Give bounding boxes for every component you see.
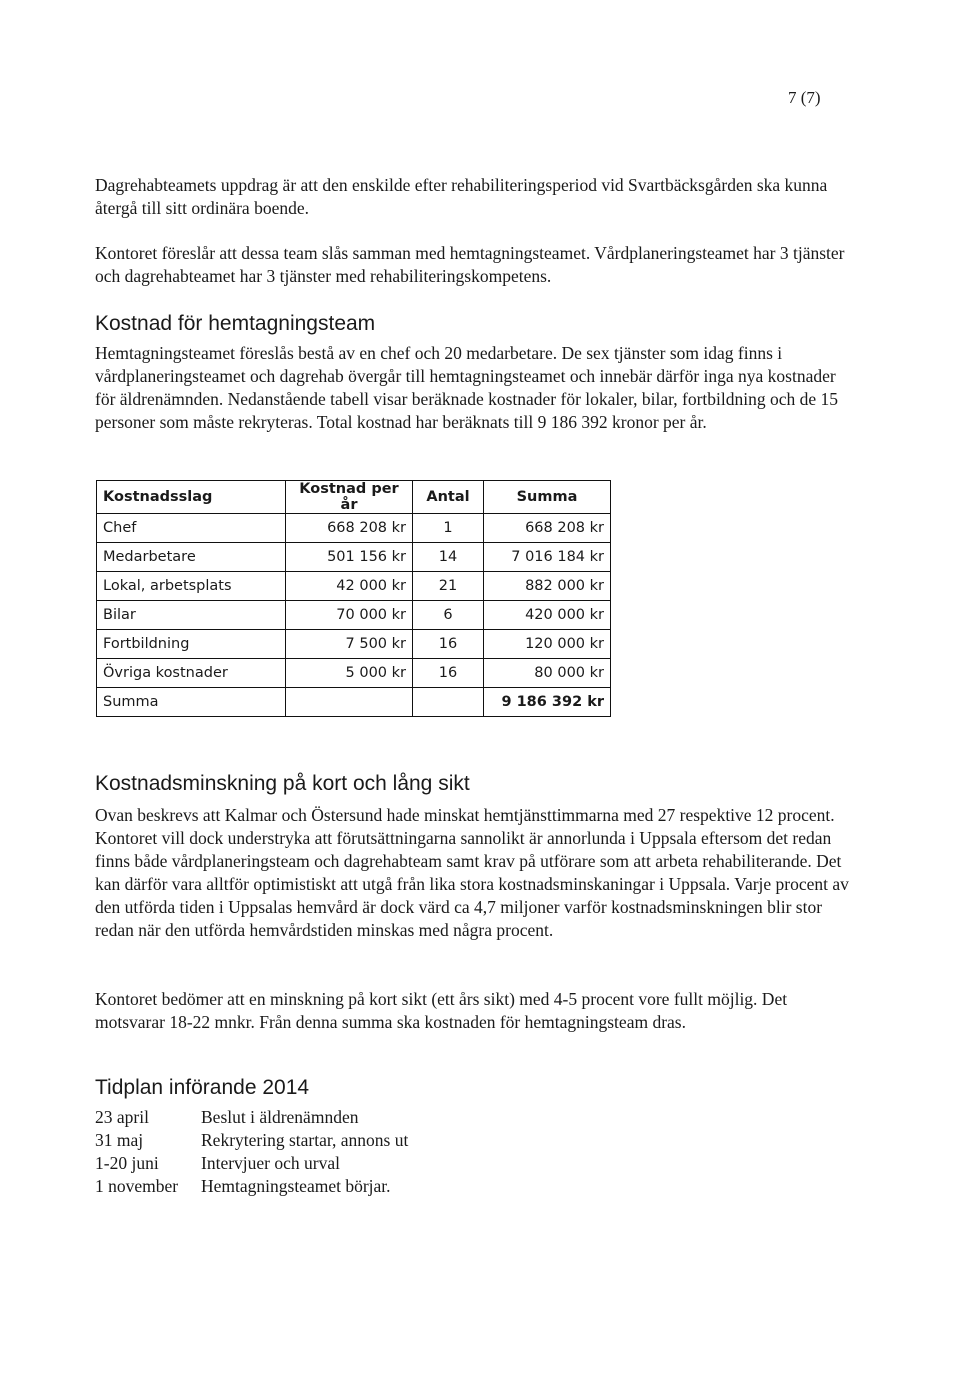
list-item bbox=[95, 1129, 408, 1152]
paragraph-assessment: Kontoret bedömer att en minskning på kort sikt (ett års sikt) med 4-5 procent vore fullt möjlig. Det motsvarar 18-22 mnkr. Från denna summa ska kostnaden för hemtagningsteam dras. bbox=[95, 989, 788, 1032]
table-header-cell: Kostnad per år bbox=[286, 481, 413, 514]
table-cell: 501 156 kr bbox=[286, 543, 413, 572]
table-cell: 420 000 kr bbox=[484, 601, 611, 630]
table-cell: Fortbildning bbox=[97, 630, 286, 659]
timeline-event: Intervjuer och urval bbox=[201, 1153, 340, 1173]
table-row-total bbox=[97, 688, 611, 717]
heading-cost-team: Kostnad för hemtagningsteam bbox=[95, 312, 376, 335]
timeline-event: Beslut i äldrenämnden bbox=[201, 1107, 359, 1127]
table-row bbox=[97, 514, 611, 543]
table-cell: Summa bbox=[97, 688, 286, 717]
table-cell: 7 500 kr bbox=[286, 630, 413, 659]
table-header-cell: Kostnadsslag bbox=[97, 481, 286, 514]
timeline-event: Rekrytering startar, annons ut bbox=[201, 1130, 409, 1150]
cost-table bbox=[96, 480, 611, 717]
table-header-cell: Summa bbox=[484, 481, 611, 514]
table-cell: Medarbetare bbox=[97, 543, 286, 572]
timeline-date: 1 november bbox=[95, 1176, 179, 1196]
table-row bbox=[97, 543, 611, 572]
heading-timeline: Tidplan införande 2014 bbox=[95, 1076, 310, 1099]
table-row bbox=[97, 659, 611, 688]
paragraph-merge-proposal: Kontoret föreslår att dessa team slås samman med hemtagningsteamet. Vårdplaneringsteamet har 3 tjänster och dagrehabteamet har 3 tjänster med rehabiliteringskompetens. bbox=[95, 243, 845, 286]
table-cell: Övriga kostnader bbox=[97, 659, 286, 688]
heading-cost-reduction: Kostnadsminskning på kort och lång sikt bbox=[95, 772, 470, 795]
table-header-cell: Antal bbox=[413, 481, 484, 514]
table-header-row bbox=[97, 481, 611, 514]
table-cell: 882 000 kr bbox=[484, 572, 611, 601]
timeline-event: Hemtagningsteamet börjar. bbox=[201, 1176, 391, 1196]
table-cell: Lokal, arbetsplats bbox=[97, 572, 286, 601]
table-cell: 21 bbox=[413, 572, 484, 601]
table-cell: 6 bbox=[413, 601, 484, 630]
table-cell: 7 016 184 kr bbox=[484, 543, 611, 572]
table-cell: 668 208 kr bbox=[286, 514, 413, 543]
table-cell-total: 9 186 392 kr bbox=[484, 688, 611, 717]
paragraph-cost-reduction: Ovan beskrevs att Kalmar och Östersund hade minskat hemtjänsttimmarna med 27 respektive 12 procent. Kontoret vill dock understryka att förutsättningarna sannolikt är annorlunda i Uppsala eftersom det redan finns både vårdplaneringsteam och dagrehabteam samt krav på utförare som att arbeta rehabiliterande. Det kan därför vara alltför optimistiskt att utgå från lika stora kostnadsminskaningar i Uppsala. Varje procent av den utförda tiden i Uppsalas hemvård är dock värd ca 4,7 miljoner varför kostnadsminskningen blir stor redan när den utförda hemvårdstiden minskas med några procent. bbox=[95, 805, 849, 940]
table-cell: Chef bbox=[97, 514, 286, 543]
table-cell: 668 208 kr bbox=[484, 514, 611, 543]
table-cell: 16 bbox=[413, 630, 484, 659]
table-row bbox=[97, 572, 611, 601]
page-number: 7 (7) bbox=[788, 88, 821, 107]
table-cell: 14 bbox=[413, 543, 484, 572]
paragraph-cost-description: Hemtagningsteamet föreslås bestå av en chef och 20 medarbetare. De sex tjänster som idag finns i vårdplaneringsteamet och dagrehab övergår till hemtagningsteamet och innebär därför inga nya kostnader för äldrenämnden. Nedanstående tabell visar beräknade kostnader för lokaler, bilar, fortbildning och de 15 personer som måste rekryteras. Total kostnad har beräknats till 9 186 392 kronor per år. bbox=[95, 343, 839, 432]
table-cell: 16 bbox=[413, 659, 484, 688]
table-cell bbox=[286, 688, 413, 717]
timeline-date: 31 maj bbox=[95, 1130, 144, 1150]
table-row bbox=[97, 601, 611, 630]
timeline-date: 23 april bbox=[95, 1107, 149, 1127]
table-cell: 80 000 kr bbox=[484, 659, 611, 688]
table-cell: 42 000 kr bbox=[286, 572, 413, 601]
table-cell: 5 000 kr bbox=[286, 659, 413, 688]
list-item bbox=[95, 1175, 408, 1198]
paragraph-dagrehab: Dagrehabteamets uppdrag är att den enskilde efter rehabiliteringsperiod vid Svartbäcksgården ska kunna återgå till sitt ordinära boende. bbox=[95, 175, 828, 218]
table-cell: 70 000 kr bbox=[286, 601, 413, 630]
list-item bbox=[95, 1106, 408, 1129]
table-cell bbox=[413, 688, 484, 717]
table-cell: 120 000 kr bbox=[484, 630, 611, 659]
table-row bbox=[97, 630, 611, 659]
timeline-date: 1-20 juni bbox=[95, 1153, 159, 1173]
table-cell: 1 bbox=[413, 514, 484, 543]
list-item bbox=[95, 1152, 408, 1175]
timeline-list bbox=[95, 1106, 408, 1198]
table-cell: Bilar bbox=[97, 601, 286, 630]
